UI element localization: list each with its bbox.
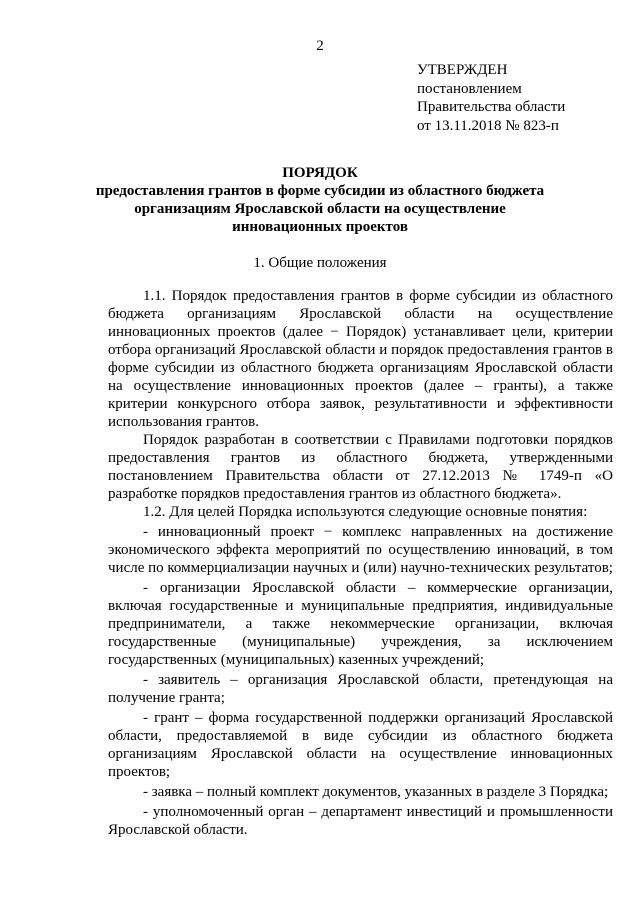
paragraph: - организации Ярославской области – коммерческие организации, включая государственные и муниципальные предприятия, индивидуальные предприниматели, а также некоммерческие организации, включая государственные (муниципальные) учреждения, за исключением государственных (муниципальных) казенных учреждений; (108, 580, 613, 668)
paragraph: Порядок разработан в соответствии с Правилами подготовки порядков предоставления грантов из областного бюджета, утвержденными постановлением Правительства области от 27.12.2013 № 1749-п «О разработке порядков предоставления грантов из областного бюджета». (108, 432, 613, 502)
title-line: ПОРЯДОК (282, 165, 358, 181)
title-line: предоставления грантов в форме субсидии из областного бюджета (95, 183, 545, 199)
paragraph: - заявка – полный комплект документов, указанных в разделе 3 Порядка; (143, 784, 609, 800)
paragraph: 1.2. Для целей Порядка используются следующие основные понятия: (143, 504, 588, 520)
document-body (108, 287, 613, 839)
paragraph: - заявитель – организация Ярославской области, претендующая на получение гранта; (108, 672, 613, 706)
paragraph: 1.1. Порядок предоставления грантов в форме субсидии из областного бюджета организациям Ярославской области на осуществление инновационных проектов (далее − Порядок) устанавливает цели, критерии отбора организаций Ярославской области и порядок предоставления грантов в форме субсидии из областного бюджета организациям Ярославской области на осуществление инновационных проектов (далее – гранты), а также критерии конкурсного отбора заявок, результативности и эффективности использования грантов. (108, 288, 613, 430)
approval-line: постановлением (417, 80, 522, 97)
approval-stamp (417, 61, 565, 135)
title-line: инновационных проектов (232, 219, 408, 235)
approval-line: УТВЕРЖДЕН (417, 62, 508, 78)
approval-line: от 13.11.2018 № 823-п (417, 117, 559, 134)
paragraph: - грант – форма государственной поддержки организаций Ярославской области, предоставляемой в виде субсидии из областного бюджета организациям Ярославской области на осуществление инновационных проектов; (108, 710, 613, 780)
title-line: организациям Ярославской области на осуществление (134, 201, 506, 217)
paragraph: - инновационный проект − комплекс направленных на достижение экономического эффекта мероприятий по осуществлению инноваций, в том числе по коммерциализации научных и (или) научно-технических результатов; (108, 524, 613, 576)
section-heading: 1. Общие положения (253, 255, 387, 271)
document-title (0, 164, 640, 236)
page-number: 2 (316, 38, 324, 54)
approval-line: Правительства области (417, 99, 566, 115)
paragraph: - уполномоченный орган – департамент инвестиций и промышленности Ярославской области. (108, 804, 613, 838)
